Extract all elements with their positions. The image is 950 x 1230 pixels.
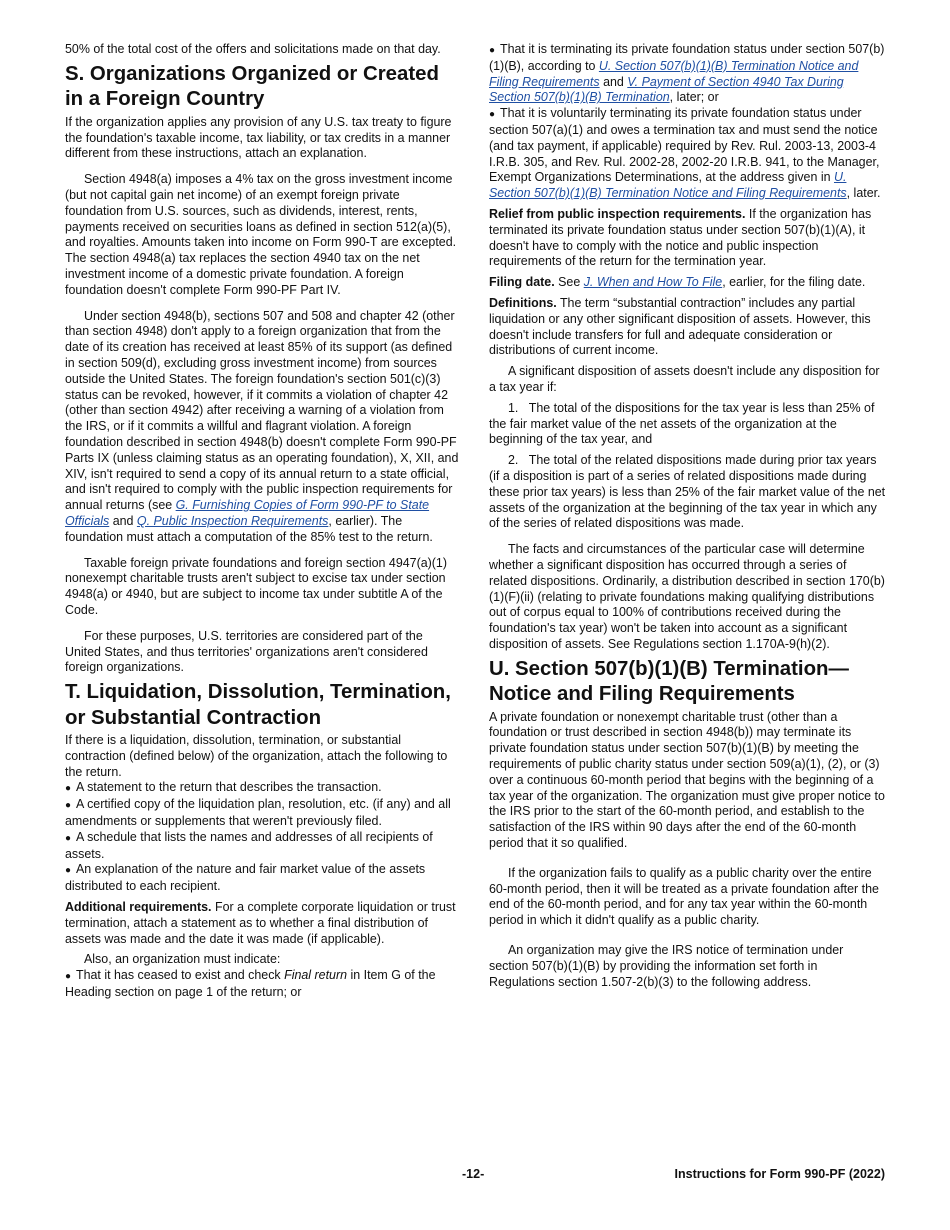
section-s-paragraph-1: If the organization applies any provision of any U.S. tax treaty to figure the foundation's taxable income, tax liability, or tax credits in a manner different from these instructions, attach an explanation. <box>65 114 452 161</box>
link-section-u[interactable]: U. Section 507(b)(1)(B) Termination Notice and Filing Requirements <box>489 170 847 201</box>
section-s-paragraph-2: Section 4948(a) imposes a 4% tax on the gross investment income (but not capital gain net income) of an exempt foreign private foundation from U.S. sources, such as dividends, interest, rents, payments received on securities loans as defined in section 512(a)(5), and royalties. Amounts taken into income on Form 990-T are excepted. The section 4948(a) tax replaces the section 4940 tax on the net investment income of a domestic private foundation. A foreign foundation doesn't complete Form 990-PF Part IV. <box>65 172 457 297</box>
list-item: ● That it has ceased to exist and check Final return in Item G of the Heading section on page 1 of the return; or <box>65 968 436 1000</box>
section-u-paragraph-3: An organization may give the IRS notice of termination under section 507(b)(1)(B) by providing the information set forth in Regulations section 1.507-2(b)(3) to the following address. <box>489 943 844 989</box>
list-item: ● A certified copy of the liquidation plan, resolution, etc. (if any) and all amendments or supplements that weren't previously filed. <box>65 797 451 829</box>
section-t-heading: T. Liquidation, Dissolution, Termination, or Substantial Contraction <box>65 681 451 729</box>
numbered-item-1: 1. The total of the dispositions for the tax year is less than 25% of the fair market value of the net assets of the organization at the beginning of the tax year, and <box>489 400 875 447</box>
significant-disposition-paragraph: A significant disposition of assets doesn't include any disposition for a tax year if: <box>489 364 880 394</box>
section-u-paragraph-2: If the organization fails to qualify as a public charity over the entire 60-month period, then it will be treated as a private foundation after the end of the 60-month period, and for any tax year within the 60-month period in which it didn't qualify as a public charity. <box>489 865 879 928</box>
list-item: ● A schedule that lists the names and addresses of all recipients of assets. <box>65 829 433 861</box>
link-when-how-to-file[interactable]: J. When and How To File <box>583 275 723 290</box>
bullet-icon: ● <box>489 109 496 121</box>
bullet-icon: ● <box>489 45 496 56</box>
link-section-v[interactable]: V. Payment of Section 4940 Tax During Section 507(b)(1)(B) Termination <box>489 74 844 105</box>
section-s-paragraph-5: For these purposes, U.S. territories are considered part of the United States, and thus territories' organizations aren't considered foreign organizations. <box>65 628 428 675</box>
numbered-item-2: 2. The total of the related dispositions made during prior tax years (if a disposition is part of a series of related dispositions made during these prior tax years) is less than 25% of the fair market value of the net assets of the organization at the beginning of the tax year in which any of the series of related dispositions was made. <box>489 453 886 531</box>
facts-paragraph: The facts and circumstances of the particular case will determine whether a significant disposition has occurred through a series of related dispositions. Ordinarily, a distribution described in section 170(b)(1)(F)(ii) (relating to private foundations making qualifying distributions out of corpus equal to 100% of contributions received during the foundation's tax year) won't be taken into account as a significant disposition of assets. See Regulations section 1.170A-9(h)(2). <box>489 542 885 651</box>
list-item: ● A statement to the return that describes the transaction. <box>65 780 460 797</box>
left-column <box>65 42 460 1001</box>
bullet-icon: ● <box>65 865 72 877</box>
footer-title: Instructions for Form 990-PF (2022) <box>674 1167 885 1181</box>
section-s-paragraph-4: Taxable foreign private foundations and foreign section 4947(a)(1) nonexempt charitable trusts aren't subject to excise tax under section 4948(a) or 4940, but are subject to income tax under subtitle A of the Code. <box>65 555 447 617</box>
section-u-heading: U. Section 507(b)(1)(B) Termination—Notice and Filing Requirements <box>489 657 849 706</box>
page-number: -12- <box>462 1167 485 1181</box>
section-t-paragraph-1: If there is a liquidation, dissolution, termination, or substantial contraction (defined below) of the organization, attach the following to the return. <box>65 733 448 779</box>
intro-paragraph: 50% of the total cost of the offers and solicitations made on that day. <box>65 42 441 56</box>
list-item: ● That it is voluntarily terminating its private foundation status under section 507(a)(1) and owes a termination tax and must send the notice (and tax payment, if applicable) required by Rev. Rul. 2003-13, 2003-4 I.R.B. 305, and Rev. Rul. 2002-28, 2002-20 I.R.B. 941, to the Manager, Exempt Organizations Determinations, at the address given in U. Section 507(b)(1)(B) Termination Notice and Filing Requirements, later. <box>489 106 881 201</box>
list-item: ● That it is terminating its private foundation status under section 507(b)(1)(B), according to U. Section 507(b)(1)(B) Termination Notice and Filing Requirements and V. Payment of Section 4940 Tax During Section 507(b)(1)(B) Termination, later; or <box>489 42 885 105</box>
link-furnishing-copies[interactable]: G. Furnishing Copies of Form 990-PF to State Officials <box>65 498 430 528</box>
section-s-heading: S. Organizations Organized or Created in a Foreign Country <box>65 62 439 111</box>
right-column <box>489 42 886 990</box>
section-u-paragraph-1: A private foundation or nonexempt charitable trust (other than a foundation or trust described in section 4948(b)) may terminate its private foundation status under section 507(b)(1)(B) by meeting the requirements of public charity status under section 509(a)(1), (2), or (3) over a continuous 60-month period that begins with the beginning of a tax year of the organization. The organization must give proper notice to the IRS prior to the start of the 60-month period, and establish to the satisfaction of the IRS within 90 days after the end of the 60-month period that it so qualified. <box>489 709 885 851</box>
definitions-paragraph: Definitions. The term “substantial contraction” includes any partial liquidation or any other significant disposition of assets. However, this doesn't include transfers for full and adequate consideration or distributions of current income. <box>489 295 871 358</box>
bullet-icon: ● <box>65 832 72 844</box>
bullet-icon: ● <box>65 783 72 795</box>
section-s-paragraph-3: Under section 4948(b), sections 507 and 508 and chapter 42 (other than section 4948) don't apply to a foreign organization that from the date of its creation has received at least 85% of its support (as defined in section 509(d), excluding gross investment income) from sources outside the United States. The foreign foundation's section 501(c)(3) status can be revoked, however, if it commits a violation of chapter 42 (other than section 4942) after receiving a warning of a violation from the IRS, or if it commits a willful and flagrant violation. A foreign foundation described in section 4948(b) doesn't complete Form 990-PF Parts IX (unless claiming status as an operating foundation), X, XII, and XIV, isn't required to send a copy of its annual return to a state official, and isn't required to comply with the public inspection requirements for annual returns (see G. Furnishing Copies of Form 990-PF to State Officials and Q. Public Inspection Requirements, earlier). The foundation must attach a computation of the 85% test to the return. <box>65 308 459 544</box>
filing-date-paragraph: Filing date. See J. When and How To File, earlier, for the filing date. <box>489 275 866 290</box>
link-public-inspection[interactable]: Q. Public Inspection Requirements <box>136 513 329 528</box>
bullet-icon: ● <box>65 800 72 812</box>
relief-paragraph: Relief from public inspection requirements. If the organization has terminated its private foundation status under section 507(b)(1)(A), it doesn't have to comply with the notice and public inspection requirements of the return for the termination year. <box>489 206 872 269</box>
link-section-u[interactable]: U. Section 507(b)(1)(B) Termination Notice and Filing Requirements <box>489 58 859 89</box>
also-paragraph: Also, an organization must indicate: <box>84 952 281 967</box>
list-item: ● An explanation of the nature and fair market value of the assets distributed to each recipient. <box>65 862 426 894</box>
bullet-icon: ● <box>65 971 72 983</box>
additional-requirements-paragraph: Additional requirements. For a complete corporate liquidation or trust termination, attach a statement as to whether a final distribution of assets was made and the date it was made (if applicable). <box>65 900 456 946</box>
section-t-bullet-list <box>65 780 460 895</box>
